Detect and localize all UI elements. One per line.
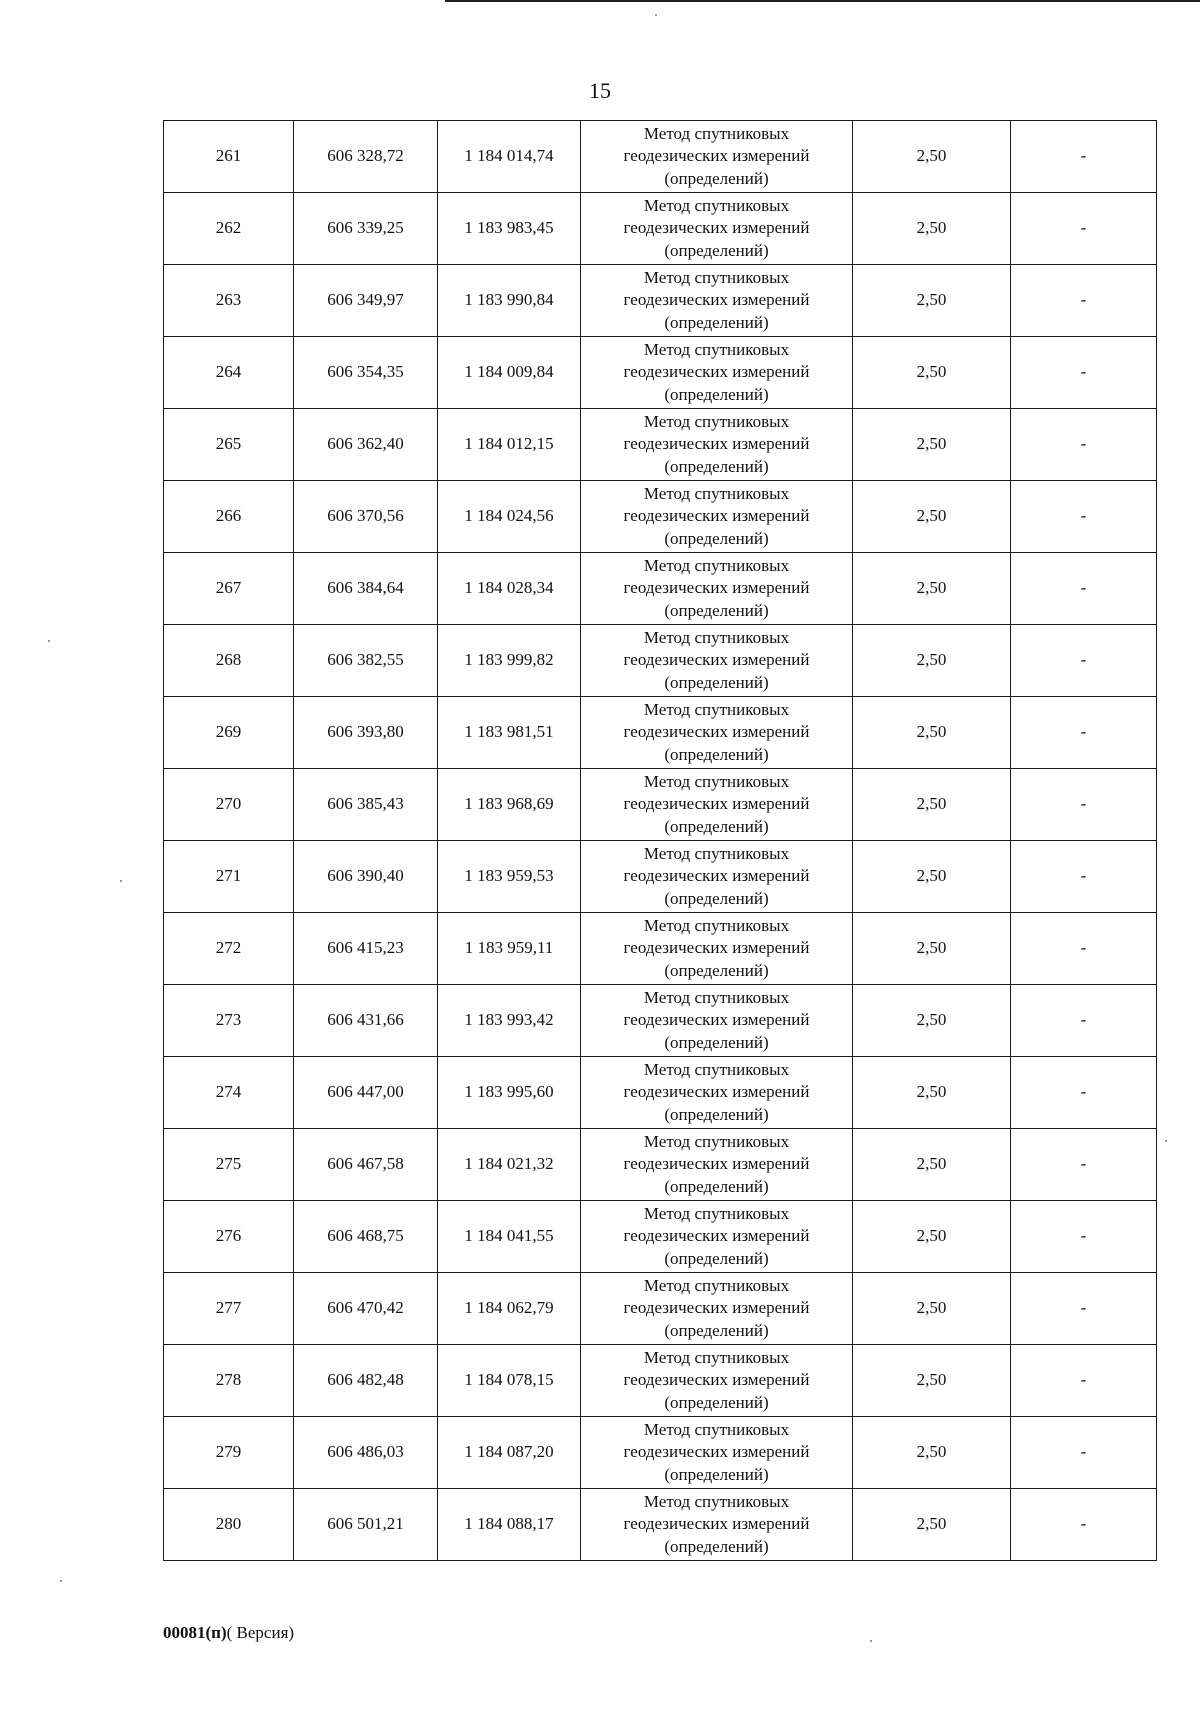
method-text: геодезических измерений — [623, 434, 810, 454]
method-text: геодезических измерений — [623, 1442, 810, 1462]
y-coordinate-cell: 1 184 087,20 — [438, 1417, 581, 1489]
method-cell — [581, 121, 853, 193]
method-text: (определений) — [664, 1320, 769, 1340]
method-text: (определений) — [664, 1536, 769, 1556]
point-number-cell: 270 — [164, 769, 294, 841]
y-coordinate-cell: 1 183 983,45 — [438, 193, 581, 265]
accuracy-cell: 2,50 — [853, 697, 1011, 769]
method-cell — [581, 625, 853, 697]
coordinates-table — [163, 120, 1157, 1561]
method-text: (определений) — [664, 816, 769, 836]
x-coordinate-cell: 606 415,23 — [294, 913, 438, 985]
table-row — [164, 337, 1157, 409]
point-number-cell: 274 — [164, 1057, 294, 1129]
method-text: геодезических измерений — [623, 1154, 810, 1174]
scan-speck — [120, 880, 122, 882]
method-text: Метод спутниковых — [643, 915, 790, 935]
method-cell — [581, 1129, 853, 1201]
x-coordinate-cell: 606 385,43 — [294, 769, 438, 841]
y-coordinate-cell: 1 184 012,15 — [438, 409, 581, 481]
note-cell: - — [1011, 121, 1157, 193]
accuracy-cell: 2,50 — [853, 1417, 1011, 1489]
table-row — [164, 1201, 1157, 1273]
note-cell: - — [1011, 1201, 1157, 1273]
point-number-cell: 264 — [164, 337, 294, 409]
method-cell — [581, 1489, 853, 1561]
table-row — [164, 697, 1157, 769]
point-number-cell: 275 — [164, 1129, 294, 1201]
method-text: (определений) — [664, 744, 769, 764]
point-number-cell: 262 — [164, 193, 294, 265]
y-coordinate-cell: 1 184 088,17 — [438, 1489, 581, 1561]
document-footer — [163, 1623, 294, 1643]
table-row — [164, 481, 1157, 553]
x-coordinate-cell: 606 384,64 — [294, 553, 438, 625]
method-text: (определений) — [664, 384, 769, 404]
point-number-cell: 261 — [164, 121, 294, 193]
note-cell: - — [1011, 1057, 1157, 1129]
method-text: Метод спутниковых — [643, 1419, 790, 1439]
method-text: (определений) — [664, 672, 769, 692]
method-cell — [581, 985, 853, 1057]
point-number-cell: 277 — [164, 1273, 294, 1345]
x-coordinate-cell: 606 470,42 — [294, 1273, 438, 1345]
method-text: Метод спутниковых — [643, 339, 790, 359]
x-coordinate-cell: 606 382,55 — [294, 625, 438, 697]
method-cell — [581, 913, 853, 985]
method-text: геодезических измерений — [623, 146, 810, 166]
method-text: Метод спутниковых — [643, 555, 790, 575]
table-row — [164, 121, 1157, 193]
method-text: Метод спутниковых — [643, 267, 790, 287]
method-text: (определений) — [664, 960, 769, 980]
note-cell: - — [1011, 1129, 1157, 1201]
method-text: (определений) — [664, 528, 769, 548]
note-cell: - — [1011, 625, 1157, 697]
note-cell: - — [1011, 1489, 1157, 1561]
point-number-cell: 266 — [164, 481, 294, 553]
accuracy-cell: 2,50 — [853, 769, 1011, 841]
x-coordinate-cell: 606 393,80 — [294, 697, 438, 769]
note-cell: - — [1011, 985, 1157, 1057]
table-row — [164, 1057, 1157, 1129]
x-coordinate-cell: 606 447,00 — [294, 1057, 438, 1129]
y-coordinate-cell: 1 183 990,84 — [438, 265, 581, 337]
method-text: Метод спутниковых — [643, 843, 790, 863]
point-number-cell: 276 — [164, 1201, 294, 1273]
note-cell: - — [1011, 337, 1157, 409]
method-text: Метод спутниковых — [643, 1059, 790, 1079]
accuracy-cell: 2,50 — [853, 481, 1011, 553]
coordinates-table-body — [164, 121, 1157, 1561]
table-row — [164, 625, 1157, 697]
method-text: геодезических измерений — [623, 218, 810, 238]
note-cell: - — [1011, 553, 1157, 625]
point-number-cell: 269 — [164, 697, 294, 769]
method-cell — [581, 553, 853, 625]
scan-speck — [655, 14, 657, 16]
table-row — [164, 193, 1157, 265]
method-text: геодезических измерений — [623, 938, 810, 958]
scan-speck — [1165, 1140, 1167, 1142]
y-coordinate-cell: 1 184 024,56 — [438, 481, 581, 553]
y-coordinate-cell: 1 184 062,79 — [438, 1273, 581, 1345]
y-coordinate-cell: 1 184 041,55 — [438, 1201, 581, 1273]
method-cell — [581, 265, 853, 337]
point-number-cell: 263 — [164, 265, 294, 337]
method-text: Метод спутниковых — [643, 987, 790, 1007]
point-number-cell: 268 — [164, 625, 294, 697]
accuracy-cell: 2,50 — [853, 625, 1011, 697]
method-text: геодезических измерений — [623, 362, 810, 382]
point-number-cell: 265 — [164, 409, 294, 481]
table-row — [164, 1417, 1157, 1489]
method-text: Метод спутниковых — [643, 1347, 790, 1367]
method-cell — [581, 697, 853, 769]
accuracy-cell: 2,50 — [853, 1273, 1011, 1345]
method-text: геодезических измерений — [623, 1514, 810, 1534]
y-coordinate-cell: 1 183 959,53 — [438, 841, 581, 913]
method-text: (определений) — [664, 888, 769, 908]
y-coordinate-cell: 1 183 959,11 — [438, 913, 581, 985]
y-coordinate-cell: 1 183 993,42 — [438, 985, 581, 1057]
y-coordinate-cell: 1 183 981,51 — [438, 697, 581, 769]
x-coordinate-cell: 606 482,48 — [294, 1345, 438, 1417]
y-coordinate-cell: 1 184 078,15 — [438, 1345, 581, 1417]
method-text: (определений) — [664, 240, 769, 260]
method-text: геодезических измерений — [623, 1010, 810, 1030]
method-text: Метод спутниковых — [643, 1491, 790, 1511]
method-cell — [581, 841, 853, 913]
accuracy-cell: 2,50 — [853, 265, 1011, 337]
note-cell: - — [1011, 1273, 1157, 1345]
point-number-cell: 278 — [164, 1345, 294, 1417]
method-text: геодезических измерений — [623, 1082, 810, 1102]
table-row — [164, 1345, 1157, 1417]
accuracy-cell: 2,50 — [853, 553, 1011, 625]
note-cell: - — [1011, 1417, 1157, 1489]
method-cell — [581, 1201, 853, 1273]
method-text: Метод спутниковых — [643, 195, 790, 215]
y-coordinate-cell: 1 184 028,34 — [438, 553, 581, 625]
page-number: 15 — [589, 78, 611, 103]
note-cell: - — [1011, 697, 1157, 769]
table-row — [164, 841, 1157, 913]
method-cell — [581, 409, 853, 481]
method-text: (определений) — [664, 456, 769, 476]
method-cell — [581, 1345, 853, 1417]
accuracy-cell: 2,50 — [853, 121, 1011, 193]
x-coordinate-cell: 606 390,40 — [294, 841, 438, 913]
y-coordinate-cell: 1 184 014,74 — [438, 121, 581, 193]
y-coordinate-cell: 1 184 009,84 — [438, 337, 581, 409]
method-text: Метод спутниковых — [643, 1203, 790, 1223]
note-cell: - — [1011, 409, 1157, 481]
footer-code: 00081(п) — [163, 1623, 227, 1642]
point-number-cell: 279 — [164, 1417, 294, 1489]
table-row — [164, 409, 1157, 481]
note-cell: - — [1011, 913, 1157, 985]
note-cell: - — [1011, 1345, 1157, 1417]
table-row — [164, 265, 1157, 337]
y-coordinate-cell: 1 183 995,60 — [438, 1057, 581, 1129]
x-coordinate-cell: 606 339,25 — [294, 193, 438, 265]
scan-speck — [60, 1580, 62, 1582]
method-text: Метод спутниковых — [643, 123, 790, 143]
method-text: (определений) — [664, 600, 769, 620]
x-coordinate-cell: 606 431,66 — [294, 985, 438, 1057]
method-cell — [581, 1273, 853, 1345]
footer-version: ( Версия) — [226, 1623, 295, 1642]
x-coordinate-cell: 606 349,97 — [294, 265, 438, 337]
accuracy-cell: 2,50 — [853, 337, 1011, 409]
method-cell — [581, 481, 853, 553]
table-row — [164, 769, 1157, 841]
table-row — [164, 913, 1157, 985]
table-row — [164, 1129, 1157, 1201]
method-text: Метод спутниковых — [643, 699, 790, 719]
method-text: (определений) — [664, 312, 769, 332]
method-text: геодезических измерений — [623, 1226, 810, 1246]
top-border-line — [445, 0, 1200, 2]
y-coordinate-cell: 1 183 999,82 — [438, 625, 581, 697]
x-coordinate-cell: 606 501,21 — [294, 1489, 438, 1561]
accuracy-cell: 2,50 — [853, 1201, 1011, 1273]
accuracy-cell: 2,50 — [853, 193, 1011, 265]
accuracy-cell: 2,50 — [853, 985, 1011, 1057]
scan-speck — [870, 1640, 872, 1642]
x-coordinate-cell: 606 370,56 — [294, 481, 438, 553]
table-row — [164, 985, 1157, 1057]
method-text: геодезических измерений — [623, 650, 810, 670]
point-number-cell: 280 — [164, 1489, 294, 1561]
accuracy-cell: 2,50 — [853, 409, 1011, 481]
method-text: геодезических измерений — [623, 866, 810, 886]
method-text: (определений) — [664, 1464, 769, 1484]
method-text: Метод спутниковых — [643, 483, 790, 503]
method-text: (определений) — [664, 1248, 769, 1268]
method-text: геодезических измерений — [623, 578, 810, 598]
method-text: геодезических измерений — [623, 794, 810, 814]
accuracy-cell: 2,50 — [853, 1345, 1011, 1417]
method-text: (определений) — [664, 1104, 769, 1124]
note-cell: - — [1011, 769, 1157, 841]
method-cell — [581, 337, 853, 409]
x-coordinate-cell: 606 468,75 — [294, 1201, 438, 1273]
x-coordinate-cell: 606 354,35 — [294, 337, 438, 409]
point-number-cell: 272 — [164, 913, 294, 985]
method-text: (определений) — [664, 1176, 769, 1196]
table-row — [164, 1273, 1157, 1345]
method-text: Метод спутниковых — [643, 411, 790, 431]
method-text: геодезических измерений — [623, 1298, 810, 1318]
accuracy-cell: 2,50 — [853, 1129, 1011, 1201]
y-coordinate-cell: 1 184 021,32 — [438, 1129, 581, 1201]
method-cell — [581, 1057, 853, 1129]
point-number-cell: 273 — [164, 985, 294, 1057]
accuracy-cell: 2,50 — [853, 1489, 1011, 1561]
method-text: геодезических измерений — [623, 290, 810, 310]
method-text: Метод спутниковых — [643, 771, 790, 791]
point-number-cell: 267 — [164, 553, 294, 625]
method-text: геодезических измерений — [623, 722, 810, 742]
accuracy-cell: 2,50 — [853, 913, 1011, 985]
method-text: Метод спутниковых — [643, 627, 790, 647]
accuracy-cell: 2,50 — [853, 1057, 1011, 1129]
method-text: (определений) — [664, 1032, 769, 1052]
method-text: Метод спутниковых — [643, 1131, 790, 1151]
x-coordinate-cell: 606 328,72 — [294, 121, 438, 193]
method-text: (определений) — [664, 168, 769, 188]
point-number-cell: 271 — [164, 841, 294, 913]
method-text: Метод спутниковых — [643, 1275, 790, 1295]
x-coordinate-cell: 606 467,58 — [294, 1129, 438, 1201]
x-coordinate-cell: 606 362,40 — [294, 409, 438, 481]
note-cell: - — [1011, 193, 1157, 265]
scan-speck — [48, 640, 50, 642]
y-coordinate-cell: 1 183 968,69 — [438, 769, 581, 841]
method-text: (определений) — [664, 1392, 769, 1412]
table-row — [164, 1489, 1157, 1561]
x-coordinate-cell: 606 486,03 — [294, 1417, 438, 1489]
note-cell: - — [1011, 265, 1157, 337]
note-cell: - — [1011, 481, 1157, 553]
method-cell — [581, 769, 853, 841]
method-text: геодезических измерений — [623, 1370, 810, 1390]
accuracy-cell: 2,50 — [853, 841, 1011, 913]
table-row — [164, 553, 1157, 625]
note-cell: - — [1011, 841, 1157, 913]
method-cell — [581, 1417, 853, 1489]
method-text: геодезических измерений — [623, 506, 810, 526]
method-cell — [581, 193, 853, 265]
